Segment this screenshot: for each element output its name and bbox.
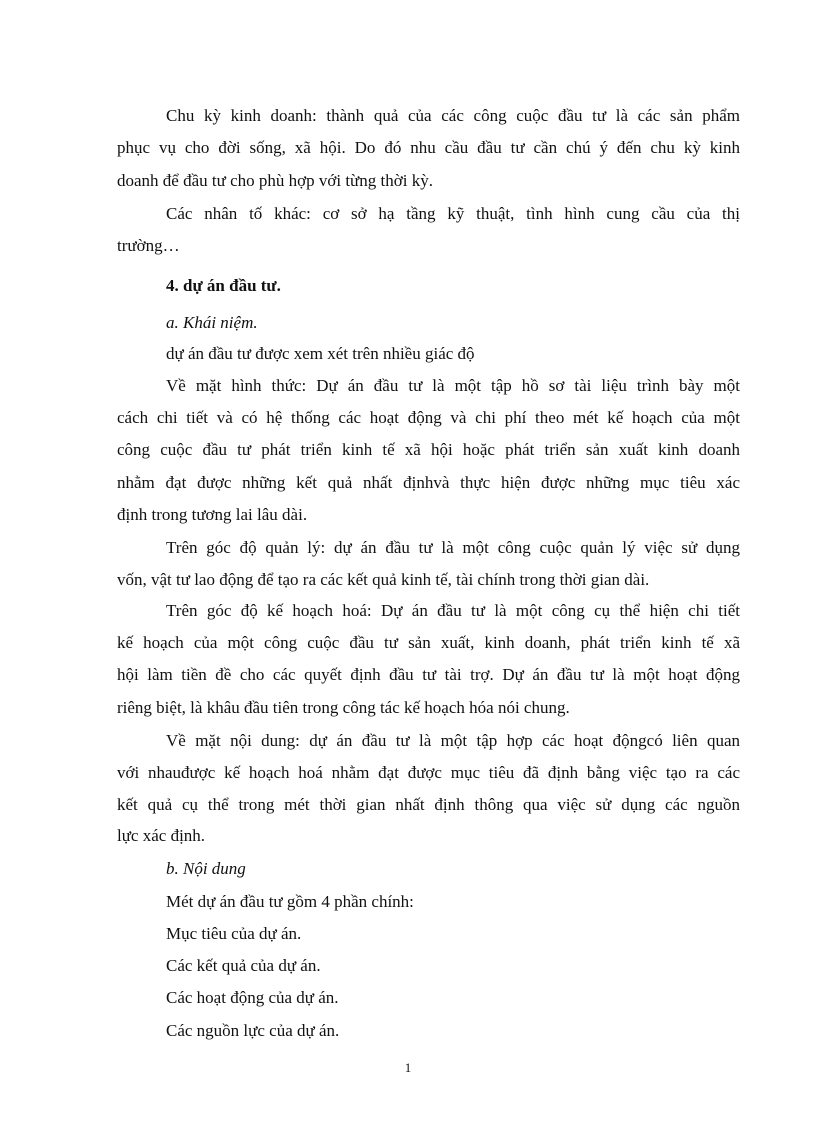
paragraph-text: vốn, vật tư lao động để tạo ra các kết quả kinh tế, tài chính trong thời gian dài. (117, 570, 650, 589)
paragraph-text: nhằm đạt được những kết quả nhất địnhvà thực hiện được những mục tiêu xác (117, 473, 740, 492)
list-item: Các nguồn lực của dự án. (166, 1021, 340, 1040)
paragraph-text: Về mặt nội dung: dự án đầu tư là một tập hợp các hoạt độngcó liên quan (166, 731, 740, 750)
paragraph-text: trường… (117, 236, 180, 255)
list-item: Các kết quả của dự án. (166, 956, 321, 975)
list-item: Mục tiêu của dự án. (166, 924, 302, 943)
subsection-heading: a. Khái niệm. (166, 313, 258, 332)
page-number: 1 (404, 1060, 412, 1075)
paragraph-text: kế hoạch của một công cuộc đầu tư sản xuất, kinh doanh, phát triển kinh tế xã (117, 633, 740, 652)
paragraph-text: doanh để đầu tư cho phù hợp với từng thời kỳ. (117, 171, 433, 190)
paragraph-text: hội làm tiền đề cho các quyết định đầu tư tài trợ. Dự án đầu tư là một hoạt động (117, 665, 740, 684)
list-intro: Mét dự án đầu tư gồm 4 phần chính: (166, 892, 414, 911)
paragraph-text: công cuộc đầu tư phát triển kinh tế xã hội hoặc phát triển sản xuất kinh doanh (117, 440, 740, 459)
paragraph-text: dự án đầu tư được xem xét trên nhiều giác độ (166, 344, 475, 363)
paragraph-text: cách chi tiết và có hệ thống các hoạt động và chi phí theo mét kế hoạch của một (117, 408, 740, 427)
paragraph-text: Trên góc độ quản lý: dự án đầu tư là một công cuộc quản lý việc sử dụng (166, 538, 740, 557)
section-heading: 4. dự án đầu tư. (166, 276, 281, 295)
paragraph-text: Về mặt hình thức: Dự án đầu tư là một tập hồ sơ tài liệu trình bày một (166, 376, 740, 395)
paragraph-text: Trên góc độ kế hoạch hoá: Dự án đầu tư là một công cụ thể hiện chi tiết (166, 601, 740, 620)
paragraph-text: lực xác định. (117, 826, 206, 845)
paragraph-text: kết quả cụ thể trong mét thời gian nhất định thông qua việc sử dụng các nguồn (117, 795, 740, 814)
paragraph-text: phục vụ cho đời sống, xã hội. Do đó nhu cầu đầu tư cần chú ý đến chu kỳ kinh (117, 138, 740, 157)
paragraph-text: riêng biệt, là khâu đầu tiên trong công tác kế hoạch hóa nói chung. (117, 698, 570, 717)
paragraph-text: Các nhân tố khác: cơ sở hạ tầng kỹ thuật, tình hình cung cầu của thị (166, 204, 740, 223)
subsection-heading: b. Nội dung (166, 859, 246, 878)
paragraph-text: Chu kỳ kinh doanh: thành quả của các công cuộc đầu tư là các sản phẩm (166, 106, 740, 125)
paragraph-text: với nhauđược kế hoạch hoá nhằm đạt được mục tiêu đã định bằng việc tạo ra các (117, 763, 740, 782)
paragraph-text: định trong tương lai lâu dài. (117, 505, 308, 524)
list-item: Các hoạt động của dự án. (166, 988, 339, 1007)
